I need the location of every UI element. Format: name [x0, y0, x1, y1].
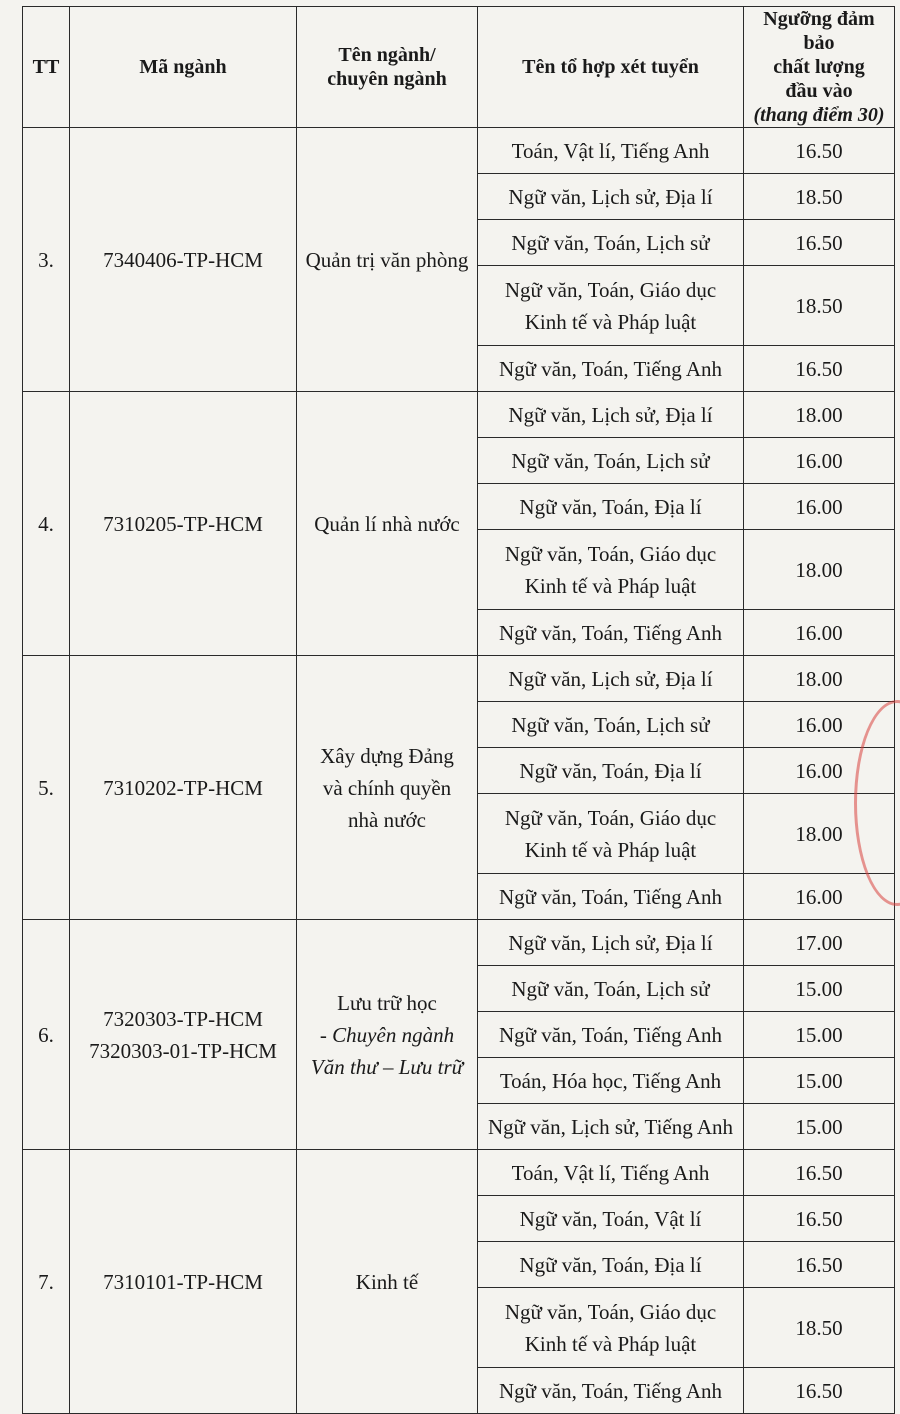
threshold-score: 16.00 — [744, 438, 895, 484]
threshold-score: 18.50 — [744, 1288, 895, 1368]
threshold-score: 18.00 — [744, 530, 895, 610]
threshold-score: 16.00 — [744, 748, 895, 794]
subject-combination-line: Ngữ văn, Toán, Tiếng Anh — [498, 884, 723, 909]
major-code-line: 7320303-TP-HCM — [103, 1006, 263, 1031]
subject-combination — [478, 438, 744, 484]
threshold-score: 17.00 — [744, 920, 895, 966]
major-name-line: Quản lí nhà nước — [314, 511, 460, 536]
subject-combination — [478, 1196, 744, 1242]
subject-combination-line: Ngữ văn, Toán, Lịch sử — [511, 448, 710, 473]
admission-threshold-table — [22, 6, 895, 1414]
major-name-line: Lưu trữ học — [337, 990, 437, 1015]
major-code — [70, 656, 297, 920]
subject-combination — [478, 610, 744, 656]
major-name — [297, 920, 478, 1150]
subject-combination — [478, 1012, 744, 1058]
subject-combination — [478, 220, 744, 266]
subject-combination-line: Ngữ văn, Toán, Lịch sử — [511, 712, 710, 737]
subject-combination-line: Ngữ văn, Toán, Giáo dục — [504, 541, 717, 566]
header-name-line2: chuyên ngành — [327, 68, 447, 90]
header-name-line1: Tên ngành/ — [338, 44, 436, 66]
subject-combination-line: Ngữ văn, Lịch sử, Tiếng Anh — [487, 1114, 734, 1139]
subject-combination — [478, 874, 744, 920]
threshold-score: 16.50 — [744, 220, 895, 266]
threshold-score: 16.00 — [744, 610, 895, 656]
subject-combination-line: Ngữ văn, Lịch sử, Địa lí — [508, 930, 713, 955]
subject-combination — [478, 748, 744, 794]
subject-combination-line: Kinh tế và Pháp luật — [524, 573, 697, 598]
subject-combination-line: Ngữ văn, Lịch sử, Địa lí — [508, 184, 713, 209]
major-name-line: và chính quyền — [322, 775, 452, 800]
subject-combination-line: Ngữ văn, Toán, Giáo dục — [504, 1299, 717, 1324]
header-threshold-line2: chất lượng — [773, 56, 865, 78]
major-code — [70, 392, 297, 656]
subject-combination — [478, 1058, 744, 1104]
table-row — [23, 392, 895, 438]
subject-combination — [478, 656, 744, 702]
header-threshold-scale: (thang điểm 30) — [753, 104, 885, 126]
table-row — [23, 920, 895, 966]
subject-combination — [478, 128, 744, 174]
major-code-line: 7320303-01-TP-HCM — [89, 1038, 277, 1063]
threshold-score: 15.00 — [744, 1058, 895, 1104]
subject-combination — [478, 966, 744, 1012]
threshold-score: 16.50 — [744, 1196, 895, 1242]
threshold-score: 18.00 — [744, 392, 895, 438]
subject-combination — [478, 794, 744, 874]
subject-combination-line: Ngữ văn, Toán, Giáo dục — [504, 277, 717, 302]
major-name-line: Kinh tế — [355, 1269, 419, 1294]
threshold-score: 16.00 — [744, 702, 895, 748]
major-code — [70, 920, 297, 1150]
specialization-line: - Chuyên ngành — [319, 1022, 455, 1047]
threshold-score: 18.00 — [744, 656, 895, 702]
row-number: 6. — [23, 920, 70, 1150]
subject-combination-line: Toán, Vật lí, Tiếng Anh — [511, 1160, 710, 1185]
subject-combination-line: Toán, Hóa học, Tiếng Anh — [499, 1068, 722, 1093]
subject-combination-line: Kinh tế và Pháp luật — [524, 1331, 697, 1356]
threshold-score: 15.00 — [744, 966, 895, 1012]
threshold-score: 16.50 — [744, 346, 895, 392]
threshold-score: 18.50 — [744, 266, 895, 346]
subject-combination — [478, 1288, 744, 1368]
threshold-score: 16.00 — [744, 874, 895, 920]
subject-combination-line: Ngữ văn, Toán, Địa lí — [519, 758, 702, 783]
table-header-row — [23, 7, 895, 128]
subject-combination — [478, 920, 744, 966]
subject-combination-line: Ngữ văn, Lịch sử, Địa lí — [508, 402, 713, 427]
subject-combination-line: Ngữ văn, Toán, Địa lí — [519, 1252, 702, 1277]
subject-combination — [478, 530, 744, 610]
subject-combination — [478, 346, 744, 392]
row-number: 5. — [23, 656, 70, 920]
threshold-score: 16.50 — [744, 1150, 895, 1196]
header-code: Mã ngành — [70, 7, 297, 128]
major-name — [297, 1150, 478, 1414]
subject-combination — [478, 702, 744, 748]
header-name — [297, 7, 478, 128]
subject-combination — [478, 1150, 744, 1196]
major-name-line: Xây dựng Đảng — [320, 743, 454, 768]
subject-combination — [478, 484, 744, 530]
subject-combination-line: Ngữ văn, Lịch sử, Địa lí — [508, 666, 713, 691]
major-name-line: nhà nước — [348, 807, 426, 832]
subject-combination-line: Toán, Vật lí, Tiếng Anh — [511, 138, 710, 163]
subject-combination-line: Ngữ văn, Toán, Địa lí — [519, 494, 702, 519]
major-code — [70, 128, 297, 392]
subject-combination-line: Kinh tế và Pháp luật — [524, 837, 697, 862]
subject-combination — [478, 1368, 744, 1414]
subject-combination-line: Ngữ văn, Toán, Tiếng Anh — [498, 620, 723, 645]
subject-combination-line: Ngữ văn, Toán, Lịch sử — [511, 976, 710, 1001]
subject-combination-line: Ngữ văn, Toán, Tiếng Anh — [498, 356, 723, 381]
subject-combination — [478, 1104, 744, 1150]
header-threshold — [744, 7, 895, 128]
major-name — [297, 656, 478, 920]
subject-combination — [478, 392, 744, 438]
subject-combination-line: Kinh tế và Pháp luật — [524, 309, 697, 334]
header-combo: Tên tổ hợp xét tuyển — [478, 7, 744, 128]
specialization-line: Văn thư – Lưu trữ — [310, 1054, 464, 1079]
major-code — [70, 1150, 297, 1414]
threshold-score: 16.50 — [744, 128, 895, 174]
major-name — [297, 392, 478, 656]
subject-combination-line: Ngữ văn, Toán, Tiếng Anh — [498, 1378, 723, 1403]
major-code-line: 7310205-TP-HCM — [103, 511, 263, 536]
row-number: 3. — [23, 128, 70, 392]
table-row — [23, 1150, 895, 1196]
threshold-score: 15.00 — [744, 1012, 895, 1058]
subject-combination — [478, 266, 744, 346]
row-number: 4. — [23, 392, 70, 656]
row-number: 7. — [23, 1150, 70, 1414]
major-code-line: 7340406-TP-HCM — [103, 247, 263, 272]
table-body — [23, 128, 895, 1414]
threshold-score: 18.50 — [744, 174, 895, 220]
threshold-score: 16.50 — [744, 1242, 895, 1288]
subject-combination — [478, 1242, 744, 1288]
header-threshold-line3: đầu vào — [785, 80, 853, 102]
subject-combination-line: Ngữ văn, Toán, Giáo dục — [504, 805, 717, 830]
subject-combination-line: Ngữ văn, Toán, Tiếng Anh — [498, 1022, 723, 1047]
table-row — [23, 128, 895, 174]
major-name — [297, 128, 478, 392]
subject-combination — [478, 174, 744, 220]
table-row — [23, 656, 895, 702]
major-name-line: Quản trị văn phòng — [305, 247, 469, 272]
threshold-score: 16.50 — [744, 1368, 895, 1414]
threshold-score: 18.00 — [744, 794, 895, 874]
major-code-line: 7310101-TP-HCM — [103, 1269, 263, 1294]
subject-combination-line: Ngữ văn, Toán, Lịch sử — [511, 230, 710, 255]
header-tt: TT — [23, 7, 70, 128]
threshold-score: 15.00 — [744, 1104, 895, 1150]
header-threshold-line1: Ngưỡng đảm bảo — [763, 8, 875, 54]
major-code-line: 7310202-TP-HCM — [103, 775, 263, 800]
threshold-score: 16.00 — [744, 484, 895, 530]
subject-combination-line: Ngữ văn, Toán, Vật lí — [519, 1206, 702, 1231]
